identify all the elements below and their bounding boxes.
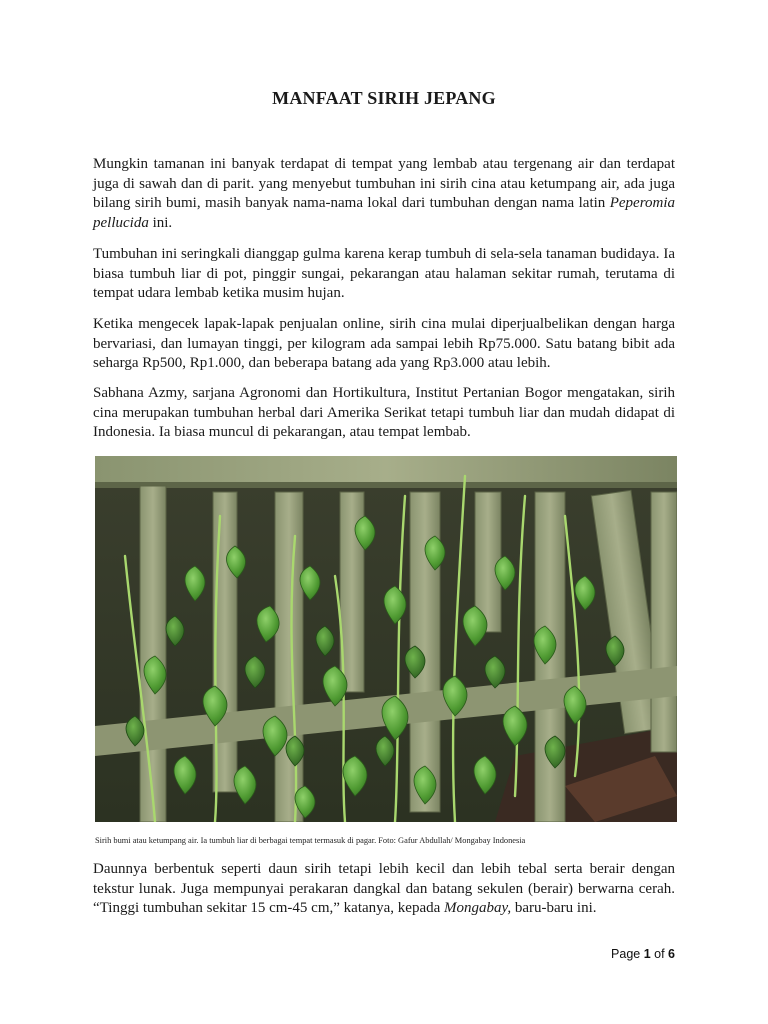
document-title: MANFAAT SIRIH JEPANG	[272, 88, 496, 108]
paragraph-5	[93, 860, 675, 919]
plant-photo	[95, 456, 677, 822]
plant-photo-illustration	[95, 456, 677, 822]
paragraph-2: Tumbuhan ini seringkali dianggap gulma karena kerap tumbuh di sela-sela tanaman budidaya. Ia biasa tumbuh liar di pot, pinggir sungai, pekarangan atau halaman sekitar rumah, terutama di tempat udara lembab ketika musim hujan.	[93, 246, 675, 302]
paragraph-3: Ketika mengecek lapak-lapak penjualan online, sirih cina mulai diperjualbelikan dengan harga bervariasi, dan lumayan tinggi, per kilogram ada sampai lebih Rp75.000. Satu batang bibit ada seharga Rp500, Rp1.000, dan beberapa batang ada yang Rp3.000 atau lebih.	[93, 316, 675, 372]
paragraph-1-text: Mungkin tamanan ini banyak terdapat di tempat yang lembab atau tergenang air dan terdapat juga di sawah dan di parit. yang menyebut tumbuhan ini sirih cina atau ketumpang air, ada juga bilang sirih bumi, masih banyak nama-nama lokal dari tumbuhan dengan nama latin	[93, 156, 675, 212]
page-total: 6	[668, 947, 675, 961]
photo-caption: Sirih bumi atau ketumpang air. Ia tumbuh liar di berbagai tempat termasuk di pagar. Foto: Gafur Abdullah/ Mongabay Indonesia	[95, 836, 526, 845]
page-footer	[611, 947, 675, 961]
footer-prefix: Page	[611, 947, 644, 961]
paragraph-1-end: ini.	[148, 214, 173, 231]
paragraph-1	[93, 155, 675, 233]
paragraph-4: Sabhana Azmy, sarjana Agronomi dan Hortikultura, Institut Pertanian Bogor mengatakan, sirih cina merupakan tumbuhan herbal dari Amerika Serikat tetapi tumbuh liar dan mudah didapat di Indonesia. Ia biasa muncul di pekarangan, atau tempat lembab.	[93, 385, 675, 441]
page-current: 1	[643, 947, 651, 961]
source-name: Mongabay,	[444, 900, 512, 917]
paragraph-5-text: Daunnya berbentuk seperti daun sirih tetapi lebih kecil dan lebih tebal serta berair dengan tekstur lunak. Juga mempunyai perakaran dangkal dan batang sekulen (berair) berwarna cerah. “Tinggi tumbuhan sekitar 15 cm-45 cm,” katanya, kepada	[93, 861, 675, 917]
paragraph-5-end: baru-baru ini.	[511, 900, 597, 917]
footer-middle: of	[650, 947, 669, 961]
latin-name: Peperomia pellucida	[93, 195, 675, 231]
